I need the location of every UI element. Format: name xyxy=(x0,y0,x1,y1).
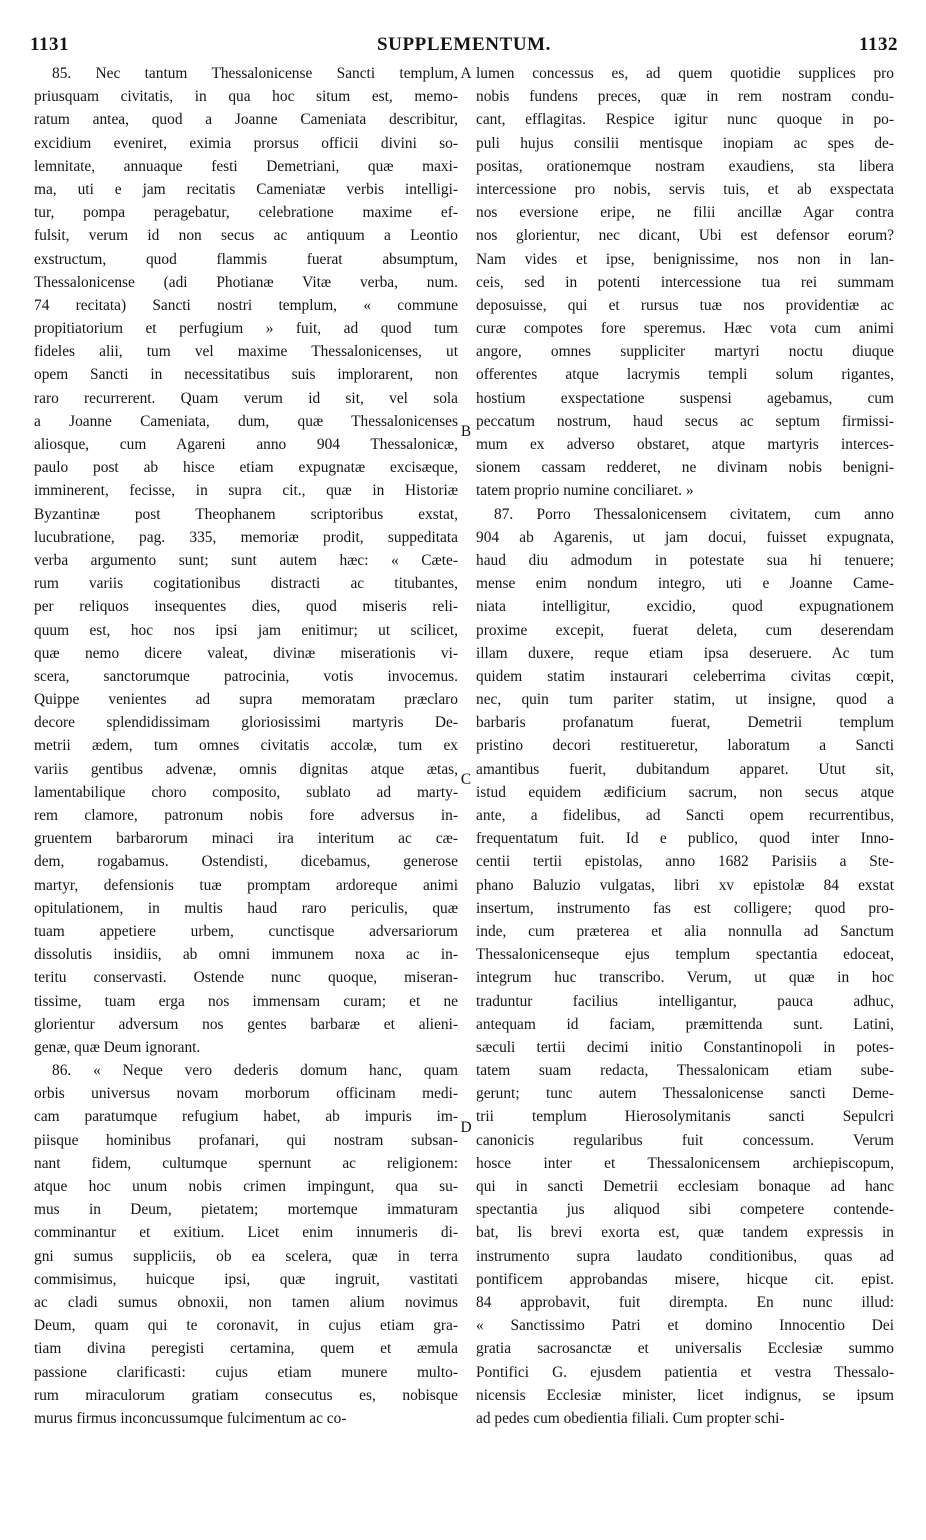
text-line: metrii ædem, tum omnes civitatis accolæ, tum ex xyxy=(34,737,458,755)
text-line: gni sumus suppliciis, ob ea scelera, quæ in terra xyxy=(34,1247,458,1265)
text-line: genæ, quæ Deum ignorant. xyxy=(34,1038,201,1056)
text-line: sæculi tertii decimi initio Constantinopoli in potes- xyxy=(476,1038,894,1056)
text-line: 84 approbavit, fuit dirempta. En nunc illud: xyxy=(476,1293,894,1311)
text-line: rem clamore, patronum nobis fore adversus in- xyxy=(34,807,458,824)
text-line: opem Sancti in necessitatibus suis implorarent, non xyxy=(34,366,458,384)
text-line: ad pedes cum obedientia filiali. Cum propter schi- xyxy=(476,1409,785,1427)
text-line: peccatum nostrum, haud secus ac septum firmissi- xyxy=(476,412,894,430)
text-line: excidium eveniret, eximia prorsus officii divini so- xyxy=(34,134,458,152)
margin-marker-d: D xyxy=(460,1119,472,1136)
text-line: opitulationem, in multis haud raro periculis, quæ xyxy=(34,899,458,917)
text-line: propitiatorium et perfugium » fuit, ad quod tum xyxy=(34,320,458,338)
text-line: niata intelligitur, excidio, quod expugnationem xyxy=(476,598,894,616)
text-line: offerentes atque lacrymis templi solum rigantes, xyxy=(476,366,894,384)
text-line: angore, omnes suppliciter martyri noctu diuque xyxy=(476,343,894,361)
text-line: puli hujus consilii mentisque inopiam ac spes de- xyxy=(476,134,894,152)
page-number-right: 1132 xyxy=(859,34,898,55)
text-line: cant, efflagitas. Respice igitur nunc quoque in po- xyxy=(476,111,894,129)
text-line: barbaris profanatum fuerat, Demetrii templum xyxy=(476,714,894,732)
text-line: curæ compotes fore speremus. Hæc vota cum animi xyxy=(476,320,894,338)
text-line: Quippe venientes ad supra memoratam præclaro xyxy=(34,691,458,709)
text-line: antequam id faciam, præmittenda sunt. Latini, xyxy=(476,1015,894,1033)
text-line: spectantia jus aliquod sibi competere contende- xyxy=(476,1201,894,1219)
text-line: scera, sanctorumque patrocinia, votis invocemus. xyxy=(34,667,458,685)
text-line: 904 ab Agarenis, ut jam docui, fuisset expugnata, xyxy=(476,528,894,546)
page-header xyxy=(30,34,898,60)
text-line: tatem suam redacta, Thessalonicam etiam sube- xyxy=(476,1062,894,1080)
text-line: Thessalonicenseque ejus templum spectantia edoceat, xyxy=(476,946,894,964)
text-line: nec, quin tum pariter statim, ut insigne, quod a xyxy=(476,691,894,709)
text-line: trii templum Hierosolymitanis sancti Sepulcri xyxy=(476,1108,894,1126)
text-line: martyr, defensionis tuæ promptam ardoreque animi xyxy=(34,876,458,894)
text-line: orbis universus novam morborum officinam medi- xyxy=(34,1085,458,1103)
text-line: gruentem barbarorum minaci ira interitum ac cæ- xyxy=(34,830,458,848)
text-line: dissolutis insidiis, ab omni immunem noxa ac in- xyxy=(34,946,458,964)
text-line: instrumento supra laudato conditionibus, quas ad xyxy=(476,1247,894,1265)
text-line: mus in Deum, pietatem; mortemque immaturam xyxy=(34,1201,458,1219)
text-line: rum variis cogitationibus distracti ac titubantes, xyxy=(34,575,458,593)
text-line: nant fidem, cultumque spernunt ac religionem: xyxy=(34,1154,458,1172)
text-line: 87. Porro Thessalonicensem civitatem, cum anno xyxy=(494,505,894,523)
text-line: lumen concessus es, ad quem quotidie supplices pro xyxy=(476,65,894,82)
text-line: teritu conservasti. Ostende nunc quoque, miseran- xyxy=(34,969,458,987)
text-line: canonicis regularibus fuit concessum. Verum xyxy=(476,1131,894,1149)
text-line: nicensis Ecclesiæ minister, licet indignus, se ipsum xyxy=(476,1386,894,1404)
text-line: « Sanctissimo Patri et domino Innocentio Dei xyxy=(476,1317,894,1335)
text-line: gratia sacrosanctæ et universalis Ecclesiæ summo xyxy=(476,1340,894,1358)
text-line: 85. Nec tantum Thessalonicense Sancti templum, xyxy=(52,65,458,82)
text-line: Byzantinæ post Theophanem scriptoribus exstat, xyxy=(34,505,458,523)
text-line: gerunt; tunc autem Thessalonicense sancti Deme- xyxy=(476,1085,894,1103)
text-line: inde, cum præterea et alia nonnulla ad Sanctum xyxy=(476,922,894,940)
text-line: decore splendidissimam gloriosissimi martyris De- xyxy=(34,714,458,732)
text-line: bat, lis brevi exorta est, quæ tandem expressis in xyxy=(476,1224,894,1242)
text-line: lemnitate, annuaque festi Demetriani, quæ maxi- xyxy=(34,157,458,175)
text-line: tur, pompa peragebatur, celebratione maxime ef- xyxy=(34,204,458,222)
text-line: frequentatum fuit. Id e publico, quod inter Inno- xyxy=(476,830,894,848)
text-line: proxime excepit, fuerat deleta, cum deserendam xyxy=(476,621,894,639)
text-line: Pontifici G. ejusdem patientia et vestra Thessalo- xyxy=(476,1363,894,1381)
text-line: quidem statim instaurari celeberrima civitas cœpit, xyxy=(476,667,894,685)
text-line: murus firmus inconcussumque fulcimentum ac co- xyxy=(34,1409,347,1427)
text-line: fulsit, verum id non secus ac antiquum a Leontio xyxy=(34,227,458,245)
text-line: Deum, quam qui te coronavit, in cujus etiam gra- xyxy=(34,1317,458,1335)
text-line: 74 recitata) Sancti nostri templum, « commune xyxy=(34,296,458,314)
text-line: 86. « Neque vero dederis domum hanc, quam xyxy=(52,1062,458,1080)
text-line: dem, rogabamus. Ostendisti, dicebamus, generose xyxy=(34,853,458,871)
text-line: glorientur adversum nos gentes barbaræ et alieni- xyxy=(34,1015,458,1033)
text-line: ratum antea, quod a Joanne Cameniata describitur, xyxy=(34,111,458,129)
text-line: cam paratumque refugium habet, ab impuris im- xyxy=(34,1108,458,1126)
margin-marker-a: A xyxy=(460,65,472,82)
text-line: hostium exspectatione suspensi agebamus, cum xyxy=(476,389,894,407)
text-line: passione clarificasti: cujus etiam munere multo- xyxy=(34,1363,458,1381)
text-line: aliosque, cum Agareni anno 904 Thessalonicæ, xyxy=(34,436,458,453)
text-line: nos glorientur, nec dicant, Ubi est defensor eorum? xyxy=(476,227,894,245)
text-line: centii tertii epistolas, anno 1682 Parisiis a Ste- xyxy=(476,853,894,871)
text-line: rum miraculorum gratiam consecutus es, nobisque xyxy=(34,1386,458,1404)
text-line: priusquam civitatis, in qua hoc situm est, memo- xyxy=(34,88,458,106)
text-line: intercessione pro nobis, servis tuis, et ab exspectata xyxy=(476,180,894,198)
text-line: phano Baluzio vulgatas, libri xv epistolæ 84 exstat xyxy=(476,876,894,894)
text-line: a Joanne Cameniata, dum, quæ Thessalonicenses xyxy=(34,412,458,430)
text-line: qui in sancti Demetrii ecclesiam bonaque ad hanc xyxy=(476,1178,894,1195)
text-line: haud diu admodum in potestate sua hi tenuere; xyxy=(476,551,894,569)
text-line: pristino decori restitueretur, laboratum a Sancti xyxy=(476,737,894,755)
right-column xyxy=(476,62,894,1430)
text-line: tiam divina peregisti certamina, quem et æmula xyxy=(34,1340,458,1358)
text-line: insertum, instrumento fas est colligere; quod pro- xyxy=(476,899,894,917)
text-line: lamentabilique choro composito, sublato ad marty- xyxy=(34,783,458,801)
text-line: pontificem approbandas misere, hicque cit. epist. xyxy=(476,1270,894,1288)
text-line: raro recurrerent. Quam verum id sit, vel sola xyxy=(34,389,458,407)
text-line: nos eversione eripe, ne filii ancillæ Agar contra xyxy=(476,204,894,222)
text-line: imminerent, fecisse, in supra cit., quæ in Historiæ xyxy=(34,482,458,500)
text-line: illam duxere, reque etiam ipsa deseruere. Ac tum xyxy=(476,644,894,662)
left-column xyxy=(34,62,458,1430)
text-line: tissime, tuam erga nos immensam curam; et ne xyxy=(34,992,458,1010)
text-line: Thessalonicense (adi Photianæ Vitæ verba, num. xyxy=(34,273,458,291)
text-line: mum ex adverso obstaret, atque martyris interces- xyxy=(476,436,894,453)
text-line: nobis fundens preces, quæ in rem nostram condu- xyxy=(476,88,894,106)
running-title: SUPPLEMENTUM. xyxy=(376,34,552,55)
text-line: per reliquos insequentes dies, quod miseris reli- xyxy=(34,598,458,616)
text-line: Nam vides et ipse, benignissime, nos non in lan- xyxy=(476,250,894,268)
margin-marker-c: C xyxy=(460,771,472,788)
text-line: quum est, hoc nos ipsi jam enitimur; ut scilicet, xyxy=(34,621,458,639)
text-line: sionem cassam redderet, ne divinam nobis benigni- xyxy=(476,459,894,477)
text-line: deposuisse, qui et rursus tuæ nos providentiæ ac xyxy=(476,296,894,314)
text-line: istud equidem ædificium sacrum, non secus atque xyxy=(476,783,894,801)
text-line: verba argumento sunt; sunt autem hæc: « Cæte- xyxy=(34,551,458,569)
text-line: mense enim nondum integro, uti e Joanne Came- xyxy=(476,575,894,593)
text-line: paulo post ab hisce etiam expugnatæ excisæque, xyxy=(34,459,458,477)
page-number-left: 1131 xyxy=(30,34,69,55)
text-line: exstructum, quod flammis fuerat absumptum, xyxy=(34,250,458,268)
text-line: tuam appetiere urbem, cunctisque adversariorum xyxy=(34,922,458,940)
text-line: tatem proprio numine conciliaret. » xyxy=(476,482,694,500)
text-line: piisque hominibus profanari, qui nostram subsan- xyxy=(34,1131,458,1149)
text-line: ante, a fidelibus, ad Sancti opem recurrentibus, xyxy=(476,807,894,824)
text-line: lucubratione, pag. 335, memoriæ prodit, suppeditata xyxy=(34,528,458,546)
text-line: integrum huc transcribo. Verum, ut quæ in hoc xyxy=(476,969,894,987)
text-line: variis gentibus advenæ, omnis dignitas atque ætas, xyxy=(34,760,458,778)
text-line: hosce inter et Thessalonicensem archiepiscopum, xyxy=(476,1154,894,1172)
text-line: quæ nemo dicere valeat, divinæ miserationis vi- xyxy=(34,644,458,662)
text-line: ceis, sed in potenti intercessione tua rei summam xyxy=(476,273,894,291)
text-line: ac cladi sumus obnoxii, non tamen alium novimus xyxy=(34,1293,458,1311)
text-line: comminantur et exitium. Licet enim innumeris di- xyxy=(34,1224,458,1242)
margin-marker-b: B xyxy=(460,423,472,440)
text-line: commisimus, huicque ipsi, quæ ingruit, vastitati xyxy=(34,1270,458,1288)
text-line: atque hoc unum nobis crimen impingunt, qua su- xyxy=(34,1178,458,1195)
text-line: amantibus fuerit, dubitandum apparet. Utut sit, xyxy=(476,760,894,778)
text-line: traduntur facilius intelligantur, pauca adhuc, xyxy=(476,992,894,1010)
text-line: fideles alii, tum vel maxime Thessalonicenses, ut xyxy=(34,343,458,361)
text-line: positas, orationemque nostram exaudiens, sta libera xyxy=(476,157,894,175)
text-line: ma, uti e jam recitatis Cameniatæ verbis intelligi- xyxy=(34,180,458,198)
